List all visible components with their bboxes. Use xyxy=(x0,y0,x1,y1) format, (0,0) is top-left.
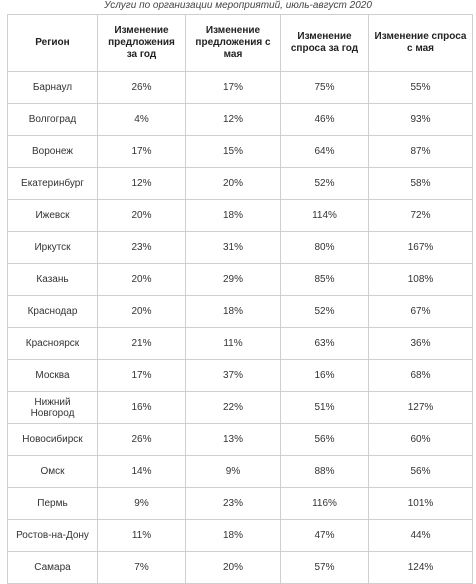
cell-demand-may: 101% xyxy=(369,488,473,520)
cell-demand-year: 88% xyxy=(281,456,369,488)
cell-supply-year: 21% xyxy=(98,328,186,360)
cell-demand-year: 116% xyxy=(281,488,369,520)
cell-supply-year: 11% xyxy=(98,520,186,552)
cell-region: Волгоград xyxy=(8,104,98,136)
cell-region: Барнаул xyxy=(8,72,98,104)
header-region: Регион xyxy=(8,15,98,72)
cell-supply-year: 26% xyxy=(98,72,186,104)
cell-region: Красноярск xyxy=(8,328,98,360)
cell-demand-year: 51% xyxy=(281,392,369,424)
cell-supply-may: 23% xyxy=(186,488,281,520)
table-row xyxy=(8,552,473,584)
cell-demand-year: 75% xyxy=(281,72,369,104)
cell-supply-may: 20% xyxy=(186,552,281,584)
cell-supply-year: 23% xyxy=(98,232,186,264)
cell-supply-may: 31% xyxy=(186,232,281,264)
table-row xyxy=(8,104,473,136)
cell-supply-may: 11% xyxy=(186,328,281,360)
table-body xyxy=(8,72,473,584)
table-row xyxy=(8,360,473,392)
cell-supply-may: 12% xyxy=(186,104,281,136)
cell-demand-may: 44% xyxy=(369,520,473,552)
cell-region: Омск xyxy=(8,456,98,488)
table-row xyxy=(8,200,473,232)
table-row xyxy=(8,456,473,488)
cell-demand-year: 16% xyxy=(281,360,369,392)
cell-supply-year: 20% xyxy=(98,296,186,328)
table-row xyxy=(8,264,473,296)
cell-demand-may: 108% xyxy=(369,264,473,296)
cell-region: Москва xyxy=(8,360,98,392)
cell-supply-may: 9% xyxy=(186,456,281,488)
cell-demand-year: 56% xyxy=(281,424,369,456)
cell-supply-year: 20% xyxy=(98,200,186,232)
header-supply-year: Изменение предложения за год xyxy=(98,15,186,72)
cell-supply-may: 18% xyxy=(186,296,281,328)
cell-supply-may: 22% xyxy=(186,392,281,424)
cell-demand-may: 124% xyxy=(369,552,473,584)
cell-supply-year: 12% xyxy=(98,168,186,200)
table-row xyxy=(8,392,473,424)
cell-supply-may: 20% xyxy=(186,168,281,200)
cell-demand-may: 67% xyxy=(369,296,473,328)
cell-region: Нижний Новгород xyxy=(8,392,98,424)
cell-supply-may: 37% xyxy=(186,360,281,392)
cell-region: Краснодар xyxy=(8,296,98,328)
cell-supply-year: 26% xyxy=(98,424,186,456)
header-supply-may: Изменение предложения с мая xyxy=(186,15,281,72)
cell-region: Ижевск xyxy=(8,200,98,232)
cell-demand-year: 64% xyxy=(281,136,369,168)
cell-demand-may: 55% xyxy=(369,72,473,104)
cell-region: Иркутск xyxy=(8,232,98,264)
cell-region: Воронеж xyxy=(8,136,98,168)
cell-supply-year: 16% xyxy=(98,392,186,424)
cell-demand-year: 52% xyxy=(281,168,369,200)
table-row xyxy=(8,232,473,264)
cell-supply-year: 17% xyxy=(98,136,186,168)
cell-demand-may: 68% xyxy=(369,360,473,392)
cell-demand-year: 63% xyxy=(281,328,369,360)
table-row xyxy=(8,520,473,552)
cell-demand-year: 47% xyxy=(281,520,369,552)
cell-demand-year: 57% xyxy=(281,552,369,584)
cell-supply-may: 15% xyxy=(186,136,281,168)
cell-supply-may: 18% xyxy=(186,520,281,552)
cell-supply-may: 18% xyxy=(186,200,281,232)
table-caption: Услуги по организации мероприятий, июль-август 2020 xyxy=(104,0,372,11)
cell-supply-may: 13% xyxy=(186,424,281,456)
table-row xyxy=(8,488,473,520)
cell-supply-may: 29% xyxy=(186,264,281,296)
table-row xyxy=(8,424,473,456)
cell-region: Пермь xyxy=(8,488,98,520)
cell-demand-year: 85% xyxy=(281,264,369,296)
cell-demand-may: 93% xyxy=(369,104,473,136)
cell-demand-may: 60% xyxy=(369,424,473,456)
cell-region: Екатеринбург xyxy=(8,168,98,200)
header-demand-year: Изменение спроса за год xyxy=(281,15,369,72)
cell-supply-year: 17% xyxy=(98,360,186,392)
cell-demand-may: 167% xyxy=(369,232,473,264)
cell-demand-may: 127% xyxy=(369,392,473,424)
table-header-row xyxy=(8,15,473,72)
cell-demand-may: 56% xyxy=(369,456,473,488)
cell-demand-year: 46% xyxy=(281,104,369,136)
cell-supply-year: 14% xyxy=(98,456,186,488)
cell-supply-year: 4% xyxy=(98,104,186,136)
cell-demand-year: 114% xyxy=(281,200,369,232)
cell-demand-year: 52% xyxy=(281,296,369,328)
table-row xyxy=(8,328,473,360)
cell-demand-may: 87% xyxy=(369,136,473,168)
header-demand-may: Изменение спроса с мая xyxy=(369,15,473,72)
table-row xyxy=(8,168,473,200)
cell-demand-may: 58% xyxy=(369,168,473,200)
cell-region: Казань xyxy=(8,264,98,296)
cell-demand-year: 80% xyxy=(281,232,369,264)
cell-demand-may: 72% xyxy=(369,200,473,232)
data-table xyxy=(7,14,473,584)
cell-supply-year: 9% xyxy=(98,488,186,520)
cell-supply-may: 17% xyxy=(186,72,281,104)
cell-region: Самара xyxy=(8,552,98,584)
table-row xyxy=(8,136,473,168)
cell-supply-year: 7% xyxy=(98,552,186,584)
table-row xyxy=(8,72,473,104)
cell-region: Ростов-на-Дону xyxy=(8,520,98,552)
cell-demand-may: 36% xyxy=(369,328,473,360)
cell-supply-year: 20% xyxy=(98,264,186,296)
cell-region: Новосибирск xyxy=(8,424,98,456)
table-row xyxy=(8,296,473,328)
